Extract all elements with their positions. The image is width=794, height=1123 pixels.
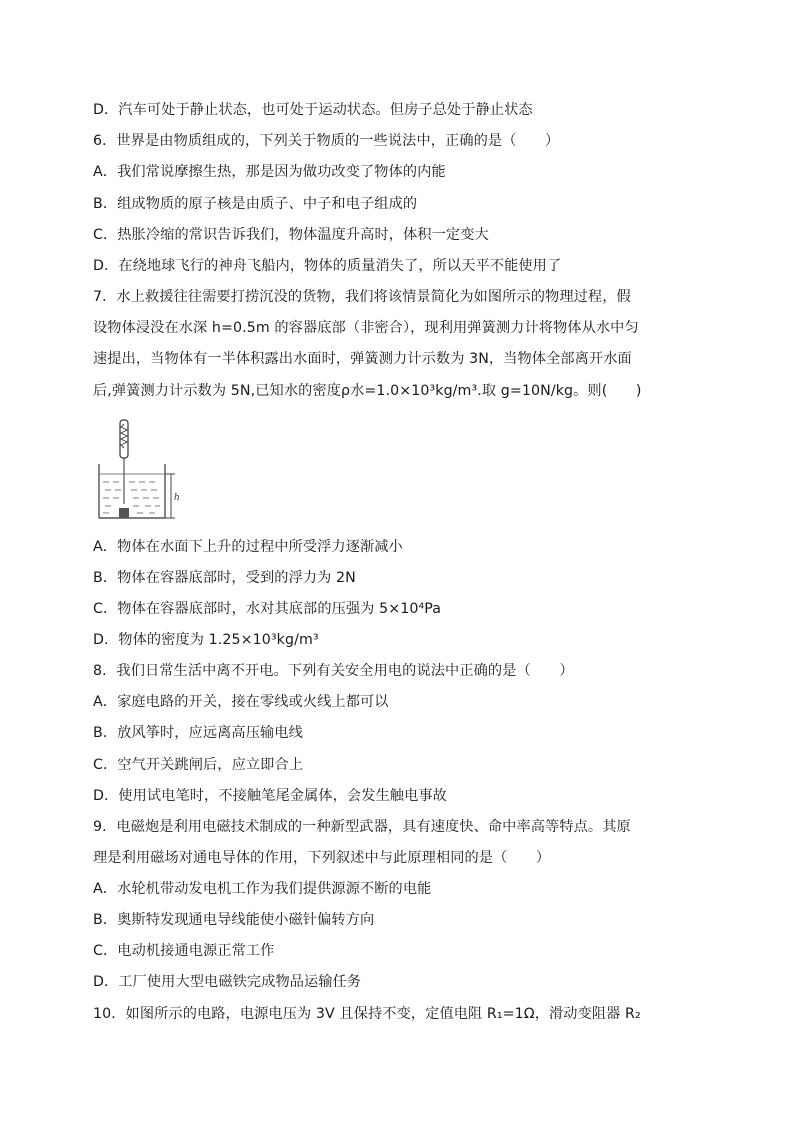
q7-stem-line1: 7．水上救援往往需要打捞沉没的货物，我们将该情景简化为如图所示的物理过程，假 <box>93 289 631 305</box>
q6-option-a: A．我们常说摩擦生热，那是因为做功改变了物体的内能 <box>93 164 446 180</box>
q6-stem: 6．世界是由物质组成的，下列关于物质的一些说法中，正确的是（ ） <box>93 133 560 149</box>
spring-scale-icon <box>120 420 128 504</box>
q7-option-d: D．物体的密度为 1.25×10³kg/m³ <box>93 632 319 648</box>
q5-option-d: D．汽车可处于静止状态，也可处于运动状态。但房子总处于静止状态 <box>93 102 533 118</box>
container-walls <box>99 464 165 518</box>
submerged-object <box>119 508 129 518</box>
q7-stem-line2: 设物体浸没在水深 h=0.5m 的容器底部（非密合），现利用弹簧测力计将物体从水中匀 <box>93 320 639 336</box>
q8-option-c: C．空气开关跳闸后，应立即合上 <box>93 757 304 773</box>
water-lines <box>100 474 164 513</box>
q8-option-d: D．使用试电笔时，不接触笔尾金属体，会发生触电事故 <box>93 788 447 804</box>
q9-stem-line2: 理是利用磁场对通电导体的作用，下列叙述中与此原理相同的是（ ） <box>93 850 551 866</box>
q7-option-a: A．物体在水面下上升的过程中所受浮力逐渐减小 <box>93 539 403 555</box>
q6-option-d: D．在绕地球飞行的神舟飞船内，物体的质量消失了，所以天平不能使用了 <box>93 258 562 274</box>
q9-option-d: D．工厂使用大型电磁铁完成物品运输任务 <box>93 974 362 990</box>
depth-label-h: h <box>174 493 180 503</box>
q8-stem: 8．我们日常生活中离不开电。下列有关安全用电的说法中正确的是（ ） <box>93 663 574 679</box>
q9-option-a: A．水轮机带动发电机工作为我们提供源源不断的电能 <box>93 881 432 897</box>
q8-option-a: A．家庭电路的开关，接在零线或火线上都可以 <box>93 694 389 710</box>
q9-stem-line1: 9．电磁炮是利用电磁技术制成的一种新型武器，具有速度快、命中率高等特点。其原 <box>93 819 631 835</box>
q7-stem-line4: 后,弹簧测力计示数为 5N,已知水的密度ρ水=1.0×10³kg/m³.取 g=10N/kg。则( ) <box>93 383 642 399</box>
q6-option-c: C．热胀冷缩的常识告诉我们，物体温度升高时，体积一定变大 <box>93 227 489 243</box>
q7-figure-container-diagram <box>93 418 183 522</box>
q7-stem-line3: 速提出，当物体有一半体积露出水面时，弹簧测力计示数为 3N，当物体全部离开水面 <box>93 351 632 367</box>
q10-stem: 10．如图所示的电路，电源电压为 3V 且保持不变，定值电阻 R₁=1Ω，滑动变阻器 R₂ <box>93 1006 641 1022</box>
q7-option-b: B．物体在容器底部时，受到的浮力为 2N <box>93 570 356 586</box>
q6-option-b: B．组成物质的原子核是由质子、中子和电子组成的 <box>93 196 418 212</box>
q8-option-b: B．放风筝时，应远离高压输电线 <box>93 725 303 741</box>
q9-option-b: B．奥斯特发现通电导线能使小磁针偏转方向 <box>93 912 375 928</box>
q7-option-c: C．物体在容器底部时，水对其底部的压强为 5×10⁴Pa <box>93 601 442 617</box>
q9-option-c: C．电动机接通电源正常工作 <box>93 943 275 959</box>
